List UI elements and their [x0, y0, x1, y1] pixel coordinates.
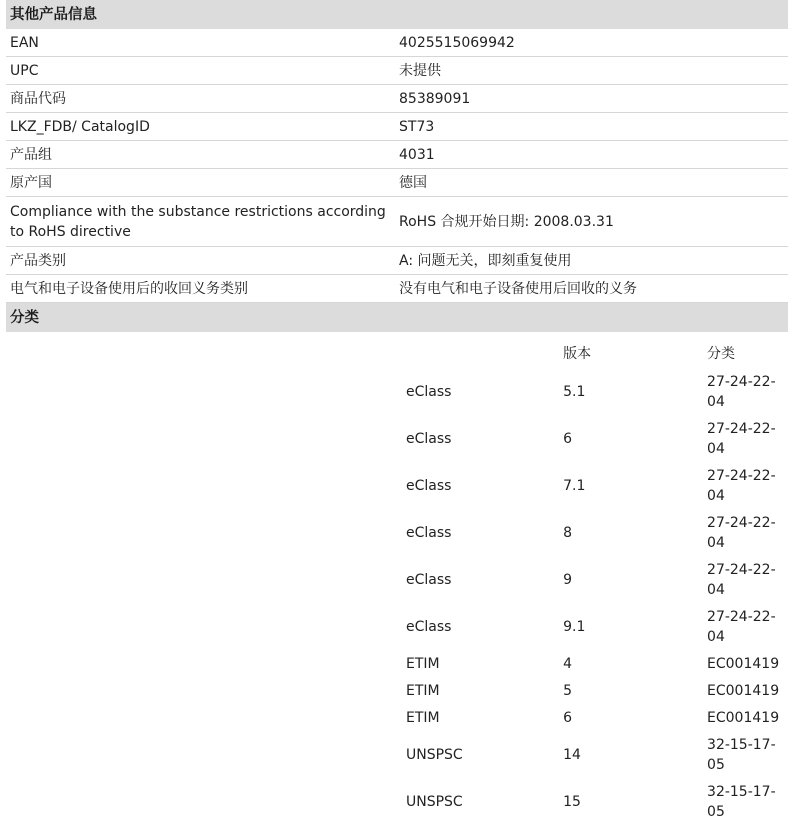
info-value: A: 问题无关，即刻重复使用 [399, 252, 572, 269]
class-cell: 32-15-17-05 [707, 736, 776, 773]
class-cell: 27-24-22-04 [707, 561, 776, 598]
system-cell: UNSPSC [406, 793, 463, 810]
system-cell: eClass [406, 571, 452, 588]
system-cell: ETIM [406, 655, 440, 672]
table-row [399, 509, 789, 556]
info-key: 产品组 [10, 146, 52, 163]
version-cell: 6 [563, 430, 573, 447]
info-row-weee-category [6, 275, 788, 303]
system-cell: eClass [406, 477, 452, 494]
version-cell: 9.1 [563, 618, 586, 635]
info-key: UPC [10, 62, 39, 79]
info-value: 4025515069942 [399, 34, 515, 51]
info-value: 德国 [399, 174, 427, 191]
info-value: ST73 [399, 118, 435, 135]
version-cell: 9 [563, 571, 573, 588]
info-value: 未提供 [399, 62, 441, 79]
version-cell: 5.1 [563, 383, 586, 400]
info-value: 85389091 [399, 90, 471, 107]
info-value: 没有电气和电子设备使用后回收的义务 [399, 280, 637, 297]
info-key: 原产国 [10, 174, 52, 191]
classification-header: 分类 [6, 303, 788, 332]
system-cell: ETIM [406, 682, 440, 699]
table-row [399, 368, 789, 415]
table-row [399, 603, 789, 650]
info-key: LKZ_FDB/ CatalogID [10, 118, 150, 135]
version-cell: 8 [563, 524, 573, 541]
classification-table [399, 340, 789, 825]
table-row [399, 704, 789, 731]
table-row [399, 778, 789, 825]
system-cell: eClass [406, 383, 452, 400]
version-cell: 5 [563, 682, 573, 699]
class-cell: 27-24-22-04 [707, 420, 776, 457]
class-cell: 32-15-17-05 [707, 783, 776, 820]
info-key: EAN [10, 34, 39, 51]
info-row-rohs [6, 197, 788, 247]
system-cell: eClass [406, 524, 452, 541]
system-cell: eClass [406, 618, 452, 635]
class-cell: EC001419 [707, 655, 780, 672]
info-value: 4031 [399, 146, 435, 163]
system-cell: ETIM [406, 709, 440, 726]
version-column-header: 版本 [563, 346, 592, 362]
version-cell: 14 [563, 746, 581, 763]
info-row-upc [6, 57, 788, 85]
version-cell: 6 [563, 709, 573, 726]
class-cell: EC001419 [707, 709, 780, 726]
info-row-product-category [6, 247, 788, 275]
table-row [399, 462, 789, 509]
product-info-panel [6, 0, 788, 332]
table-row [399, 556, 789, 603]
version-cell: 4 [563, 655, 573, 672]
class-column-header: 分类 [707, 346, 736, 362]
info-row-ean [6, 29, 788, 57]
info-key: 商品代码 [10, 90, 66, 107]
info-row-catalog-id [6, 113, 788, 141]
version-cell: 7.1 [563, 477, 586, 494]
class-cell: 27-24-22-04 [707, 467, 776, 504]
system-cell: eClass [406, 430, 452, 447]
info-value: RoHS 合规开始日期: 2008.03.31 [399, 213, 614, 230]
class-cell: EC001419 [707, 682, 780, 699]
system-column-header [399, 340, 561, 368]
version-cell: 15 [563, 793, 581, 810]
table-row [399, 650, 789, 677]
table-row [399, 677, 789, 704]
table-row [399, 415, 789, 462]
info-row-country-of-origin [6, 169, 788, 197]
info-key: 产品类别 [10, 252, 66, 269]
class-cell: 27-24-22-04 [707, 373, 776, 410]
table-row [399, 731, 789, 778]
other-info-header: 其他产品信息 [6, 0, 788, 29]
info-row-product-group [6, 141, 788, 169]
classification-header-row [399, 340, 789, 368]
info-key: 电气和电子设备使用后的收回义务类别 [10, 280, 248, 297]
system-cell: UNSPSC [406, 746, 463, 763]
info-row-commodity-code [6, 85, 788, 113]
class-cell: 27-24-22-04 [707, 514, 776, 551]
class-cell: 27-24-22-04 [707, 608, 776, 645]
info-key: Compliance with the substance restrictions according to RoHS directive [10, 203, 386, 240]
